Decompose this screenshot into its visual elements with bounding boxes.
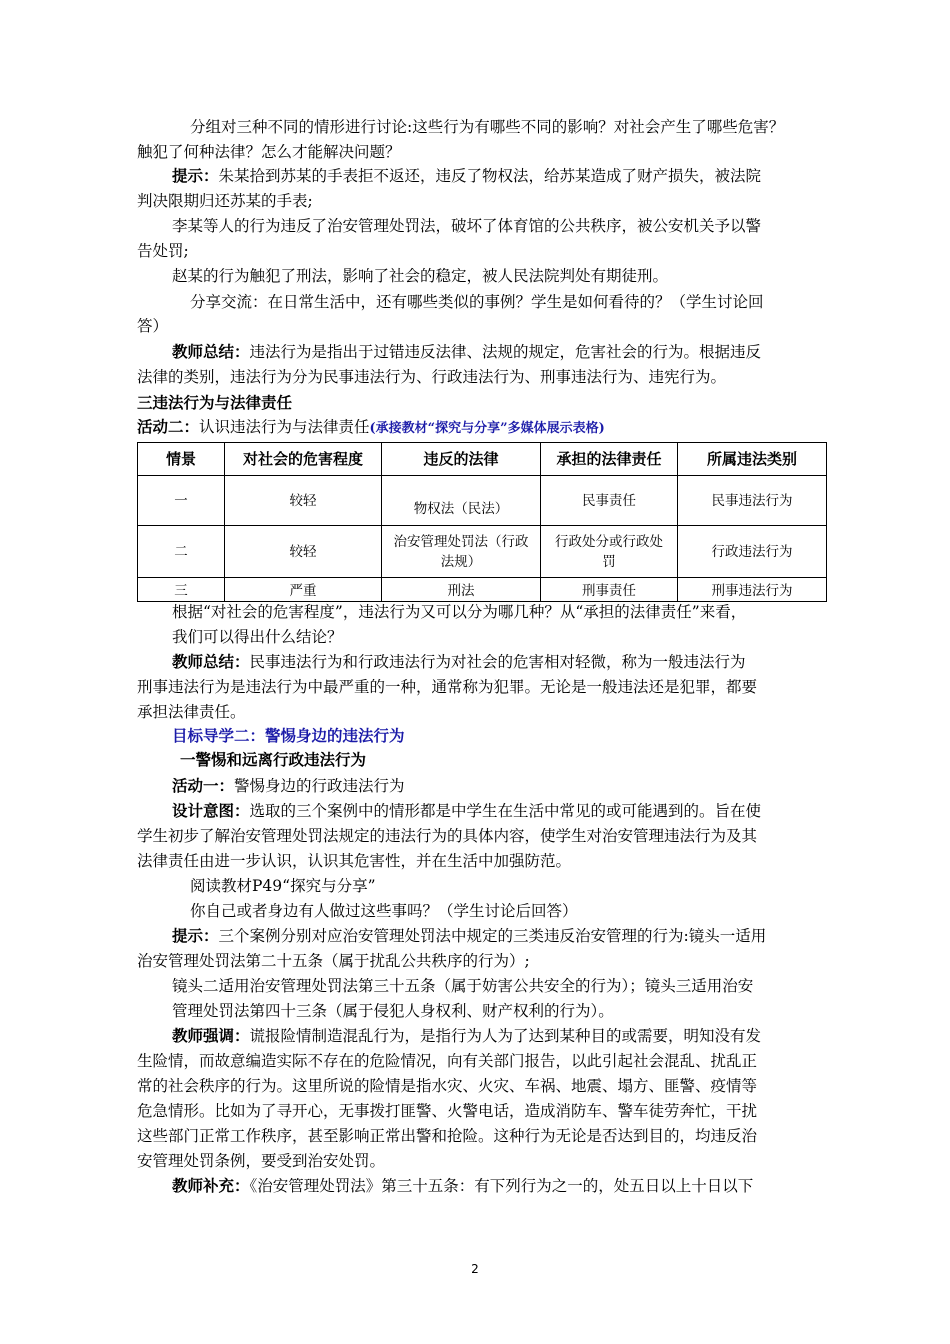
table-cell: 民事责任 (541, 476, 678, 526)
supplement-label: 教师补充： (172, 1176, 250, 1195)
hint-2-cont2: 镜头二适用治安管理处罚法第三十五条（属于妨害公共安全的行为）；镜头三适用治安 (172, 977, 754, 995)
activity-text: 警惕身边的行政违法行为 (234, 777, 405, 795)
activity-label: 活动二： (137, 417, 200, 436)
paragraph-li-cont: 告处罚; (137, 242, 189, 260)
activity-text: 认识违法行为与法律责任 (199, 418, 370, 436)
table-cell: 严重 (225, 578, 382, 602)
paragraph-discussion: 分组对三种不同的情形进行讨论:这些行为有哪些不同的影响？对社会产生了哪些危害？ (190, 118, 785, 136)
supplement-text: 《治安管理处罚法》第三十五条：有下列行为之一的，处五日以上十日以下 (249, 1177, 754, 1195)
sub-heading-1: 一警惕和远离行政违法行为 (180, 750, 367, 769)
paragraph-share-cont: 答） (137, 317, 169, 335)
question: 根据“对社会的危害程度”，违法行为又可以分为哪几种？从“承担的法律责任”来看， (172, 603, 747, 621)
table-header: 所属违法类别 (678, 443, 827, 476)
summary-text: 民事违法行为和行政违法行为对社会的危害相对轻微，称为一般违法行为 (249, 653, 746, 671)
table-cell: 二 (138, 526, 225, 578)
hint-label: 提示： (172, 926, 219, 945)
hint-1 (172, 166, 761, 186)
design-intent-end: 法律责任由进一步认识，认识其危害性，并在生活中加强防范。 (137, 852, 572, 870)
hint-text: 三个案例分别对应治安管理处罚法中规定的三类违反治安管理的行为:镜头一适用 (218, 927, 767, 945)
table-row (138, 526, 827, 578)
table-cell: 物权法（民法） (382, 476, 541, 526)
activity-1 (172, 776, 405, 796)
table-header: 承担的法律责任 (541, 443, 678, 476)
emphasis-text: 谎报险情制造混乱行为，是指行为人为了达到某种目的或需要，明知没有发 (249, 1027, 762, 1045)
teacher-emphasis-end: 安管理处罚条例，要受到治安处罚。 (137, 1152, 386, 1170)
activity-2 (137, 417, 605, 439)
teacher-emphasis-cont: 常的社会秩序的行为。这里所说的险情是指水灾、火灾、车祸、地震、塌方、匪警、疫情等 (137, 1077, 758, 1095)
summary-label: 教师总结： (172, 342, 250, 361)
teacher-summary-2 (172, 652, 746, 672)
teacher-summary-2-end: 承担法律责任。 (137, 703, 246, 721)
table-cell: 刑法 (382, 578, 541, 602)
hint-text: 朱某拾到苏某的手表拒不返还，违反了物权法，给苏某造成了财产损失，被法院 (218, 167, 762, 185)
table-cell: 三 (138, 578, 225, 602)
table-cell: 行政违法行为 (678, 526, 827, 578)
summary-text: 违法行为是指出于过错违反法律、法规的规定，危害社会的行为。根据违反 (249, 343, 762, 361)
teacher-emphasis-cont: 这些部门正常工作秩序，甚至影响正常出警和抢险。这种行为无论是否达到目的，均违反治 (137, 1127, 758, 1145)
goal-heading-2: 目标导学二：警惕身边的违法行为 (172, 726, 405, 745)
emphasis-label: 教师强调： (172, 1026, 250, 1045)
teacher-supplement (172, 1176, 753, 1196)
teacher-summary-1-cont: 法律的类别，违法行为分为民事违法行为、行政违法行为、刑事违法行为、违宪行为。 (137, 368, 727, 386)
teacher-emphasis (172, 1026, 761, 1046)
teacher-summary-2-cont: 刑事违法行为是违法行为中最严重的一种，通常称为犯罪。无论是一般违法还是犯罪，都要 (137, 678, 758, 696)
table-header-row (138, 443, 827, 476)
violation-table (137, 442, 827, 602)
table-row (138, 476, 827, 526)
teacher-summary-1 (172, 342, 761, 362)
table-row (138, 578, 827, 602)
reading-instruction: 阅读教材P49“探究与分享” (190, 877, 376, 895)
design-intent (172, 801, 761, 821)
table-cell: 较轻 (225, 476, 382, 526)
table-cell: 民事违法行为 (678, 476, 827, 526)
table-cell: 较轻 (225, 526, 382, 578)
hint-2-end: 管理处罚法第四十三条（属于侵犯人身权利、财产权利的行为）。 (172, 1002, 614, 1020)
discussion-question: 你自己或者身边有人做过这些事吗？（学生讨论后回答） (190, 902, 578, 920)
hint-1-cont: 判决限期归还苏某的手表; (137, 192, 313, 210)
question-cont: 我们可以得出什么结论？ (172, 628, 343, 646)
section-heading-3: 三违法行为与法律责任 (137, 393, 293, 412)
hint-label: 提示： (172, 166, 219, 185)
table-header: 对社会的危害程度 (225, 443, 382, 476)
table-cell: 刑事违法行为 (678, 578, 827, 602)
design-text: 选取的三个案例中的情形都是中学生在生活中常见的或可能遇到的。旨在使 (249, 802, 762, 820)
hint-2-cont: 治安管理处罚法第二十五条（属于扰乱公共秩序的行为）; (137, 952, 530, 970)
paragraph-share: 分享交流：在日常生活中，还有哪些类似的事例？学生是如何看待的？（学生讨论回 (190, 293, 764, 311)
table-cell: 刑事责任 (541, 578, 678, 602)
design-label: 设计意图： (172, 801, 250, 820)
teacher-emphasis-cont: 危急情形。比如为了寻开心，无事拨打匪警、火警电话，造成消防车、警车徒劳奔忙，干扰 (137, 1102, 758, 1120)
hint-2 (172, 926, 766, 946)
design-intent-cont: 学生初步了解治安管理处罚法规定的违法行为的具体内容，使学生对治安管理违法行为及其 (137, 827, 758, 845)
paragraph-zhao: 赵某的行为触犯了刑法，影响了社会的稳定，被人民法院判处有期徒刑。 (172, 267, 669, 285)
activity-label: 活动一： (172, 776, 235, 795)
summary-label: 教师总结： (172, 652, 250, 671)
table-cell: 治安管理处罚法（行政法规） (382, 526, 541, 578)
table-cell: 行政处分或行政处罚 (541, 526, 678, 578)
teacher-emphasis-cont: 生险情，而故意编造实际不存在的危险情况，向有关部门报告，以此引起社会混乱、扰乱正 (137, 1052, 758, 1070)
table-header: 情景 (138, 443, 225, 476)
paragraph-li: 李某等人的行为违反了治安管理处罚法，破坏了体育馆的公共秩序，被公安机关予以警 (172, 217, 762, 235)
page-number: 2 (471, 1262, 479, 1276)
table-header: 违反的法律 (382, 443, 541, 476)
paragraph-discussion-cont: 触犯了何种法律？怎么才能解决问题？ (137, 143, 401, 161)
activity-note: (承接教材“探究与分享”多媒体展示表格) (369, 421, 605, 436)
table-cell: 一 (138, 476, 225, 526)
